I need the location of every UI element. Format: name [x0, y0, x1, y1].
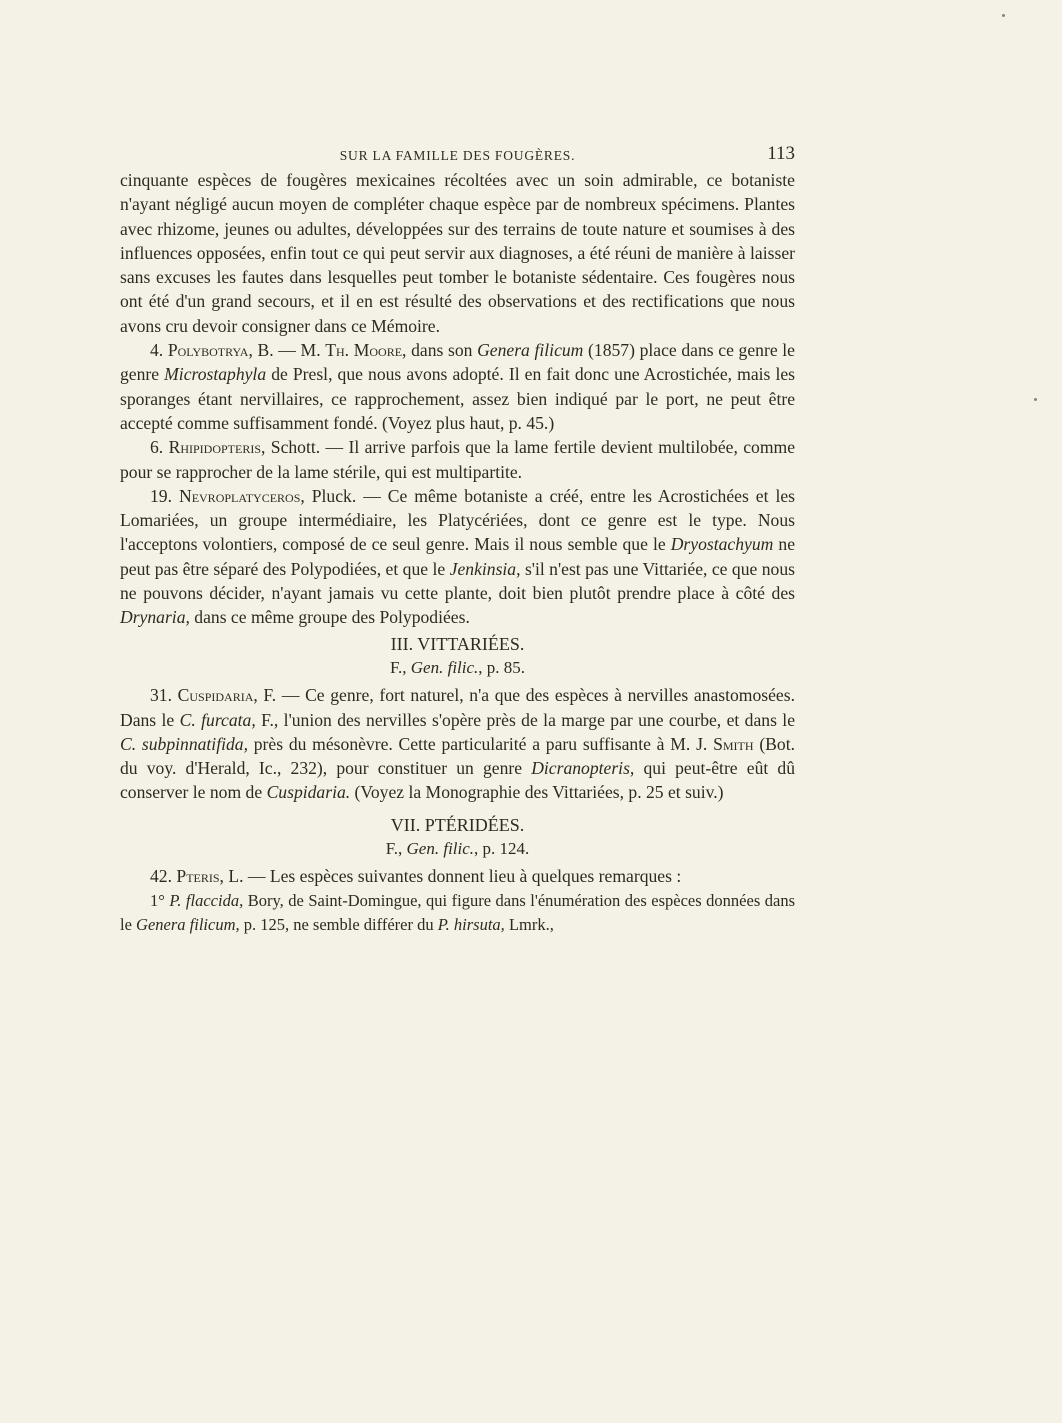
text-run: , p. 85. [478, 657, 526, 677]
taxon-name: Drynaria, [120, 607, 190, 628]
text-run: , p. 124. [474, 839, 530, 859]
paragraph-rhipidopteris [120, 435, 795, 484]
taxon-name: P. flaccida, [169, 890, 244, 910]
paragraph-nevroplatyceros [120, 484, 795, 630]
entry-number: 6. [150, 437, 164, 458]
section-reference [120, 656, 795, 680]
paragraph-polybotrya [120, 338, 795, 435]
genus-name: Pteris [176, 866, 220, 887]
entry-number: 31. [150, 685, 172, 706]
book-title: Genera filicum, [136, 914, 240, 934]
paragraph-intro [120, 168, 795, 338]
entry-number: 42. [150, 866, 172, 887]
taxon-name: Cuspidaria. [266, 782, 351, 803]
section-heading-vittariees: III. VITTARIÉES. [390, 633, 525, 654]
running-title: SUR LA FAMILLE DES FOUGÈRES. [339, 148, 576, 163]
paragraph-pteris [120, 864, 795, 888]
text-run: , L. — Les espèces suivantes donnent lieu à quelques remarques : [219, 866, 682, 887]
text-run: Bory, de Saint-Domingue, qui figure dans l'énumération des espèces données dans le [120, 890, 795, 934]
book-title: Gen. filic. [410, 657, 479, 677]
text-run: ne peut pas être séparé des Polypodiées, et que le [120, 534, 795, 579]
genus-name: Rhipidopteris [168, 437, 262, 458]
taxon-name: C. subpinnatifida, [120, 733, 248, 754]
page-number: 113 [767, 143, 795, 164]
paragraph-pteris-flaccida [120, 889, 795, 938]
margin-mark [1034, 398, 1037, 401]
text-run: p. 125, ne semble différer du [239, 914, 438, 934]
author-name: Smith [713, 733, 754, 754]
text-run: (Voyez la Monographie des Vittariées, p. 25 et suiv.) [350, 782, 724, 803]
body-text [120, 168, 795, 937]
text-run: F., [389, 657, 411, 677]
taxon-name: Dryostachyum [670, 534, 774, 555]
text-run: F., l'union des nervilles s'opère près de la marge par une courbe, et dans le [255, 709, 796, 730]
text-run: s'il n'est pas une Vittariée, ce que nous ne pouvons décider, n'ayant jamais vu cette plante, doit bien plutôt prendre place à côté des [120, 558, 795, 604]
text-run: près du mésonèvre. Cette particularité a paru suffisante à M. J. [247, 733, 714, 754]
section-heading-pteridees: VII. PTÉRIDÉES. [390, 814, 525, 835]
running-header [120, 143, 795, 169]
text-run: (1857) place dans ce genre le genre [120, 340, 795, 385]
paragraph-cuspidaria [120, 683, 795, 804]
taxon-name: C. furcata, [179, 709, 256, 730]
entry-number: 19. [150, 485, 172, 506]
margin-mark [1002, 14, 1005, 17]
book-title: Gen. filic. [406, 839, 475, 859]
taxon-name: P. hirsuta, [437, 914, 505, 934]
genus-name: Cuspidaria [177, 685, 254, 706]
genus-name: Polybotrya [167, 340, 249, 361]
text-run: F., [385, 839, 407, 859]
text-run: , F. — Ce genre, fort naturel, n'a que des espèces à nervilles anastomosées. Dans le [120, 685, 795, 730]
book-title: Genera filicum [477, 340, 584, 361]
text-run: qui peut-être eût dû conserver le nom de [120, 758, 795, 803]
section-reference [120, 837, 795, 861]
text-run: de Presl, que nous avons adopté. Il en fait donc une Acrostichée, mais les sporanges étant nervillaires, ce rapprochement, assez bien indiqué par le port, ne peut être accepté comme suffisamment fondé. (Voyez plus haut, p. 45.) [120, 364, 795, 433]
text-run: dans ce même groupe des Polypodiées. [189, 607, 470, 628]
taxon-name: Jenkinsia, [449, 558, 521, 579]
author-name: Th. Moore [325, 340, 403, 361]
text-run: (Bot. du voy. d'Herald, Ic., 232), pour constituer un genre [120, 733, 795, 779]
text-run: , Schott. — Il arrive parfois que la lame fertile devient multilobée, comme pour se rapprocher de la lame stérile, qui est multipartite. [120, 437, 796, 482]
genus-name: Nevroplatyceros [178, 485, 301, 506]
text-run: , dans son [402, 340, 478, 361]
taxon-name: Microstaphyla [164, 364, 267, 385]
text-run: , B. — M. [248, 340, 326, 361]
taxon-name: Dicranopteris, [531, 758, 635, 779]
text-run: Lmrk., [504, 914, 554, 934]
text-run: , Pluck. — Ce même botaniste a créé, entre les Acrostichées et les Lomariées, un groupe intermédiaire, les Platycériées, dont ce genre est le type. Nous l'acceptons volontiers, composé de ce seul genre. Mais il nous semble que le [120, 485, 795, 555]
paragraph-text: cinquante espèces de fougères mexicaines récoltées avec un soin admirable, ce botaniste n'ayant négligé aucun moyen de compléter chaque espèce par de nombreux spécimens. Plantes avec rhizome, jeunes ou adultes, développées sur des terrains de toute nature et soumises à des influences opposées, enfin tout ce qui peut servir aux diagnoses, a été réuni de manière à laisser sans excuses les fautes dans lesquelles peut tomber le botaniste sédentaire. Ces fougères nous ont été d'un grand secours, et il en est résulté des observations et des rectifications que nous avons cru devoir consigner dans ce Mémoire. [120, 170, 795, 336]
entry-number: 4. [150, 340, 164, 361]
entry-number: 1° [150, 890, 165, 910]
